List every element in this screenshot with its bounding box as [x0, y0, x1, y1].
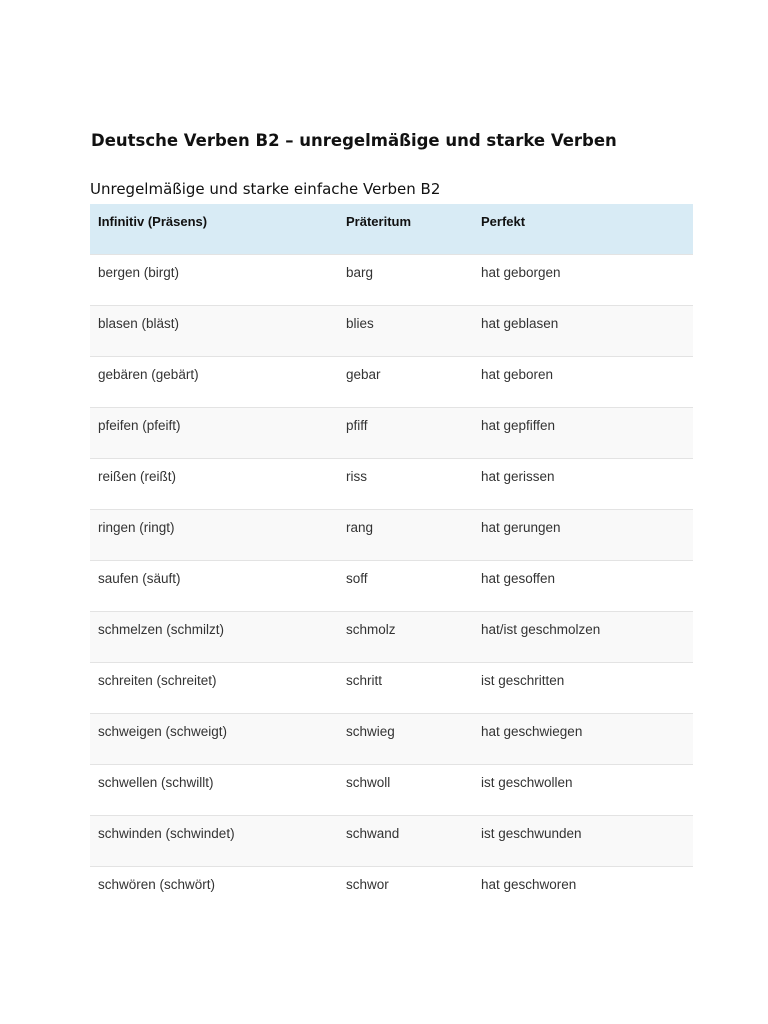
cell-infinitiv: reißen (reißt) [98, 468, 177, 484]
cell-perfekt: ist geschwollen [481, 774, 573, 790]
cell-infinitiv: saufen (säuft) [98, 570, 181, 586]
cell-praeteritum: barg [346, 264, 374, 280]
cell-perfekt: hat geblasen [481, 315, 559, 331]
cell-praeteritum: riss [346, 468, 367, 484]
cell-infinitiv: schmelzen (schmilzt) [98, 621, 225, 637]
cell-infinitiv: blasen (bläst) [98, 315, 180, 331]
section-title: Unregelmäßige und starke einfache Verben B2 [90, 180, 441, 198]
cell-perfekt: hat geschwiegen [481, 723, 583, 739]
table-row [90, 254, 693, 305]
table-row [90, 509, 693, 560]
table-row [90, 662, 693, 713]
table-row [90, 611, 693, 662]
cell-infinitiv: ringen (ringt) [98, 519, 175, 535]
table-header-row [90, 204, 693, 254]
cell-praeteritum: schritt [346, 672, 383, 688]
cell-infinitiv: gebären (gebärt) [98, 366, 199, 382]
cell-praeteritum: schwor [346, 876, 389, 892]
cell-praeteritum: blies [346, 315, 374, 331]
table-row [90, 305, 693, 356]
cell-perfekt: hat gesoffen [481, 570, 556, 586]
cell-perfekt: hat gerissen [481, 468, 555, 484]
cell-praeteritum: schwoll [346, 774, 391, 790]
cell-infinitiv: schwören (schwört) [98, 876, 216, 892]
header-perfekt: Perfekt [481, 214, 526, 229]
table-row [90, 407, 693, 458]
cell-perfekt: ist geschritten [481, 672, 565, 688]
cell-infinitiv: bergen (birgt) [98, 264, 180, 280]
cell-praeteritum: soff [346, 570, 368, 586]
verb-table [90, 204, 693, 917]
cell-praeteritum: schwand [346, 825, 400, 841]
cell-perfekt: ist geschwunden [481, 825, 582, 841]
header-infinitiv: Infinitiv (Präsens) [98, 214, 208, 229]
cell-infinitiv: schwellen (schwillt) [98, 774, 214, 790]
document-title: Deutsche Verben B2 – unregelmäßige und starke Verben [91, 131, 617, 150]
table-row [90, 560, 693, 611]
cell-praeteritum: schmolz [346, 621, 396, 637]
cell-infinitiv: pfeifen (pfeift) [98, 417, 181, 433]
table-row [90, 764, 693, 815]
table-row [90, 815, 693, 866]
cell-praeteritum: pfiff [346, 417, 368, 433]
header-praeteritum: Präteritum [346, 214, 412, 229]
cell-praeteritum: rang [346, 519, 374, 535]
cell-perfekt: hat/ist geschmolzen [481, 621, 601, 637]
cell-perfekt: hat gepfiffen [481, 417, 556, 433]
cell-praeteritum: gebar [346, 366, 381, 382]
cell-infinitiv: schreiten (schreitet) [98, 672, 217, 688]
cell-perfekt: hat geboren [481, 366, 554, 382]
cell-perfekt: hat geborgen [481, 264, 561, 280]
cell-perfekt: hat gerungen [481, 519, 561, 535]
cell-praeteritum: schwieg [346, 723, 395, 739]
table-row [90, 458, 693, 509]
table-row [90, 356, 693, 407]
cell-infinitiv: schweigen (schweigt) [98, 723, 228, 739]
table-row [90, 713, 693, 764]
table-row [90, 866, 693, 917]
cell-infinitiv: schwinden (schwindet) [98, 825, 235, 841]
cell-perfekt: hat geschworen [481, 876, 577, 892]
